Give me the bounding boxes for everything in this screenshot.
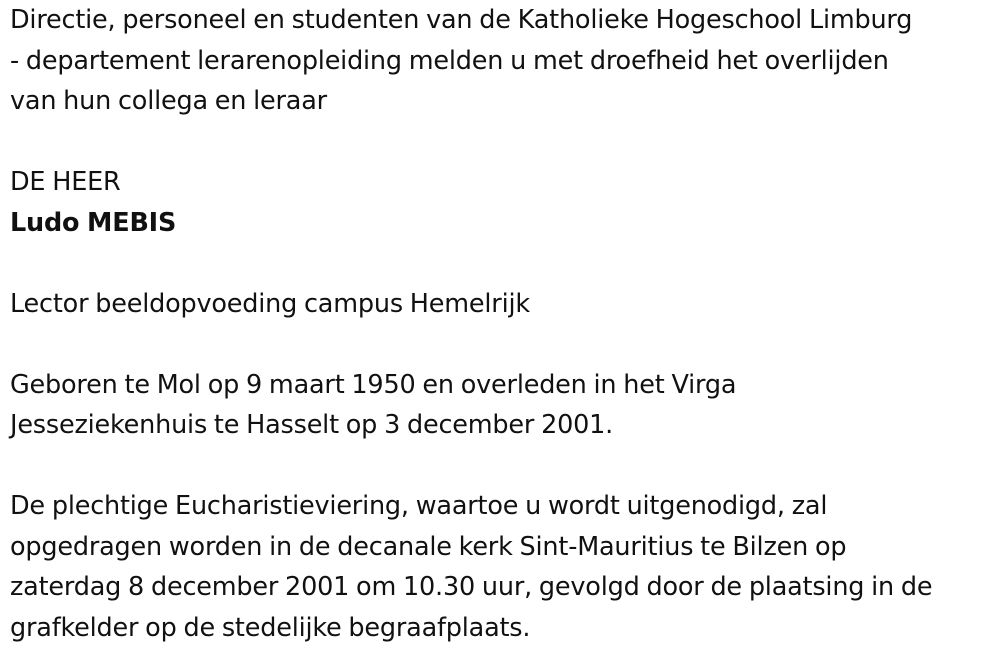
paragraph-gap xyxy=(10,243,995,284)
paragraph-gap xyxy=(10,324,995,365)
birth-death-line: Geboren te Mol op 9 maart 1950 en overleden in het Virga xyxy=(10,369,737,400)
ceremony-line: De plechtige Eucharistieviering, waartoe u wordt uitgenodigd, zal xyxy=(10,491,828,521)
ceremony-paragraph xyxy=(10,486,995,648)
intro-paragraph xyxy=(10,0,995,122)
obituary-notice xyxy=(10,0,995,648)
honorific xyxy=(10,162,995,203)
role-paragraph xyxy=(10,284,995,325)
birth-death-line: Jesseziekenhuis te Hasselt op 3 december 2001. xyxy=(10,410,614,440)
intro-line: - departement lerarenopleiding melden u met droefheid het overlijden xyxy=(10,45,889,76)
deceased-name xyxy=(10,203,995,244)
ceremony-line: zaterdag 8 december 2001 om 10.30 uur, gevolgd door de plaatsing in de xyxy=(10,572,933,602)
intro-line: van hun collega en leraar xyxy=(10,86,327,116)
ceremony-line: opgedragen worden in de decanale kerk Sint-Mauritius te Bilzen op xyxy=(10,531,847,562)
intro-line: Directie, personeel en studenten van de Katholieke Hogeschool Limburg xyxy=(10,5,913,35)
paragraph-gap xyxy=(10,122,995,163)
role-text: Lector beeldopvoeding campus Hemelrijk xyxy=(10,288,530,319)
ceremony-line: grafkelder op de stedelijke begraafplaats. xyxy=(10,612,531,643)
birth-death-paragraph xyxy=(10,365,995,446)
honorific-text: DE HEER xyxy=(10,167,121,197)
paragraph-gap xyxy=(10,446,995,487)
deceased-name-text: Ludo MEBIS xyxy=(10,207,177,238)
